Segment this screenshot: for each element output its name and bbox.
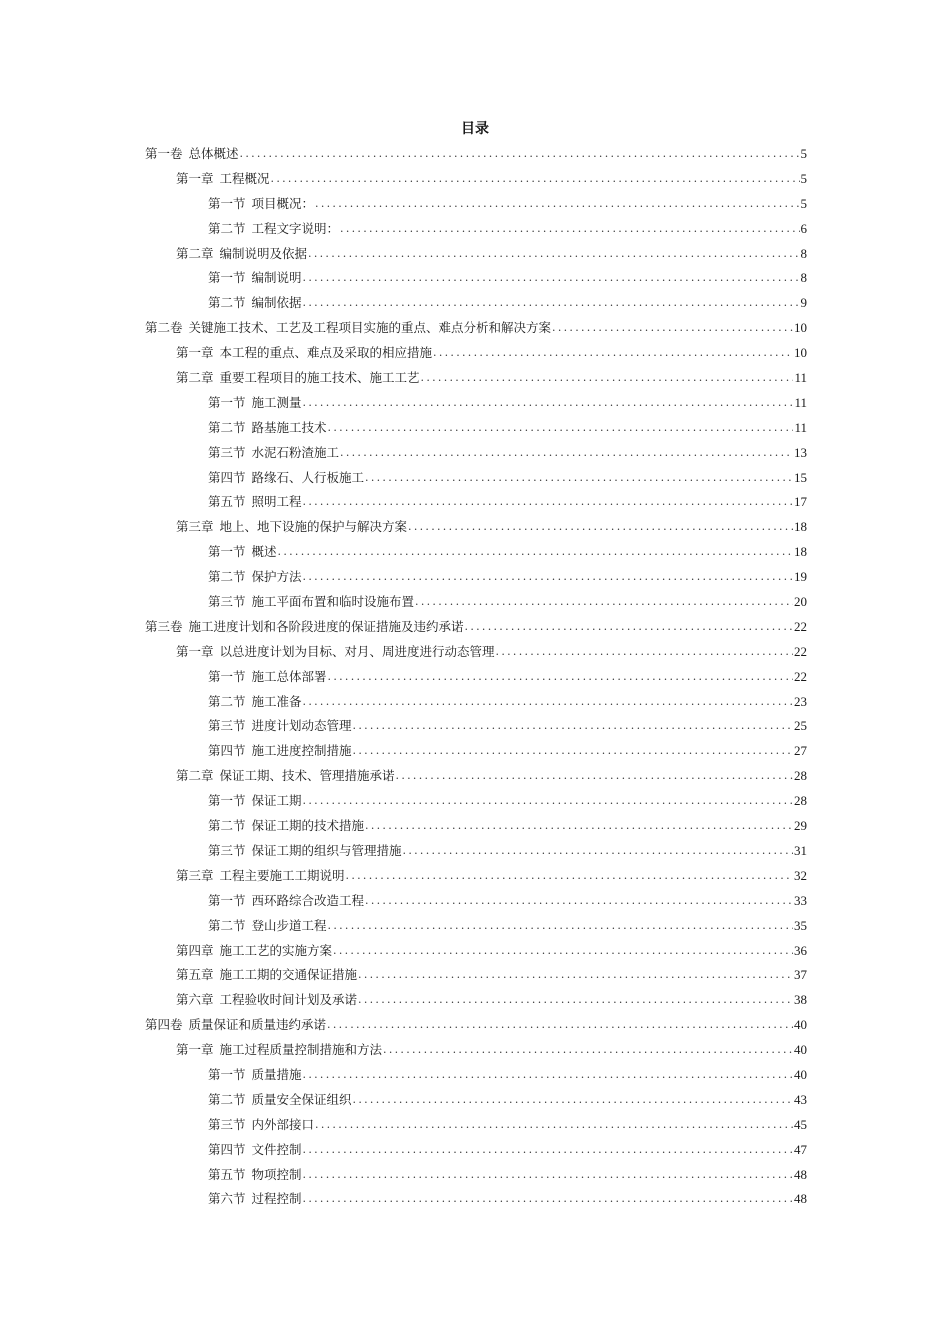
toc-entry-number: 第六章 [176, 992, 214, 1008]
toc-entry-label [208, 914, 327, 939]
toc-entry-label [208, 1088, 352, 1113]
toc-entry-section[interactable] [145, 814, 807, 839]
toc-entry-label [208, 266, 302, 291]
toc-entry-section[interactable] [145, 714, 807, 739]
toc-entry-number: 第四节 [208, 1141, 246, 1157]
toc-page-number: 9 [800, 295, 807, 311]
dot-leader [303, 1063, 793, 1088]
toc-page-number: 37 [794, 967, 807, 983]
toc-entry-chapter[interactable] [145, 167, 807, 192]
toc-entry-number: 第一章 [176, 170, 214, 186]
toc-entry-section[interactable] [145, 192, 807, 217]
toc-entry-number: 第二节 [208, 419, 246, 435]
toc-page-number: 5 [800, 195, 807, 211]
dot-leader [240, 142, 800, 167]
toc-page-number: 8 [800, 270, 807, 286]
toc-entry-number: 第一节 [208, 1066, 246, 1082]
dot-leader [365, 814, 793, 839]
toc-page-number: 5 [800, 146, 807, 161]
toc-entry-text: 西环路综合改造工程 [251, 892, 365, 908]
toc-entry-text: 以总进度计划为目标、对月、周进度进行动态管理 [219, 643, 495, 659]
toc-entry-section[interactable] [145, 217, 807, 242]
toc-page-number: 32 [794, 867, 807, 883]
toc-entry-section[interactable] [145, 1187, 807, 1212]
toc-page-number: 22 [794, 668, 807, 684]
toc-entry-section[interactable] [145, 665, 807, 690]
toc-entry-section[interactable] [145, 266, 807, 291]
toc-page-number: 8 [800, 245, 807, 261]
toc-entry-number: 第四节 [208, 469, 246, 485]
toc-entry-text: 概述 [251, 544, 277, 560]
toc-entry-number: 第二节 [208, 220, 246, 236]
dot-leader [303, 490, 793, 515]
toc-entry-label [176, 341, 432, 366]
toc-entry-number: 第一节 [208, 394, 246, 410]
toc-entry-text: 文件控制 [251, 1141, 302, 1157]
toc-entry-label [208, 391, 302, 416]
toc-entry-number: 第一节 [208, 668, 246, 684]
toc-page-number: 10 [794, 320, 807, 336]
dot-leader [433, 341, 793, 366]
toc-page-number: 10 [794, 345, 807, 361]
toc-entry-chapter[interactable] [145, 341, 807, 366]
toc-page-number: 31 [794, 842, 807, 858]
toc-entry-label [208, 1138, 302, 1163]
toc-page-number: 43 [794, 1091, 807, 1107]
toc-entry-text: 施工进度计划和各阶段进度的保证措施及违约承诺 [188, 618, 464, 634]
toc-entry-chapter[interactable] [145, 242, 807, 267]
toc-entry-section[interactable] [145, 441, 807, 466]
toc-page-number: 48 [794, 1166, 807, 1182]
toc-entry-label [176, 864, 345, 889]
toc-entry-text: 编制依据 [251, 295, 302, 311]
toc-entry-text: 本工程的重点、难点及采取的相应措施 [219, 345, 433, 361]
toc-entry-text: 保证工期的组织与管理措施 [251, 842, 402, 858]
dot-leader [396, 764, 793, 789]
dot-leader [327, 1013, 793, 1038]
toc-page-number: 27 [794, 743, 807, 759]
toc-entry-label [176, 963, 357, 988]
dot-leader [303, 1163, 793, 1188]
toc-entry-number: 第三章 [176, 519, 214, 535]
toc-entry-chapter[interactable] [145, 1038, 807, 1063]
toc-entry-text: 质量措施 [251, 1066, 302, 1082]
toc-page-number: 11 [794, 394, 807, 410]
toc-page-number: 29 [794, 818, 807, 834]
dot-leader [552, 316, 793, 341]
toc-entry-section[interactable] [145, 565, 807, 590]
toc-entry-number: 第二节 [208, 1091, 246, 1107]
toc-entry-label [208, 490, 302, 515]
dot-leader [303, 291, 800, 316]
dot-leader [346, 864, 793, 889]
toc-entry-label [208, 889, 364, 914]
toc-entry-label [208, 814, 364, 839]
toc-entry-label [208, 1163, 302, 1188]
toc-entry-number: 第一节 [208, 195, 246, 211]
toc-entry-chapter[interactable] [145, 864, 807, 889]
toc-entry-label [208, 739, 352, 764]
toc-page-number: 15 [794, 469, 807, 485]
toc-page-number: 36 [794, 942, 807, 958]
toc-entry-section[interactable] [145, 1138, 807, 1163]
toc-entry-label [176, 242, 307, 267]
toc-page-number: 20 [794, 594, 807, 610]
toc-entry-number: 第二节 [208, 917, 246, 933]
toc-entry-section[interactable] [145, 540, 807, 565]
toc-entry-number: 第一章 [176, 643, 214, 659]
toc-entry-text: 保护方法 [251, 569, 302, 585]
toc-entry-text: 工程验收时间计划及承诺 [219, 992, 358, 1008]
toc-entry-text: 工程主要施工工期说明 [219, 867, 345, 883]
toc-entry-label [176, 366, 420, 391]
toc-page-number: 25 [794, 718, 807, 734]
toc-entry-section[interactable] [145, 1163, 807, 1188]
toc-entry-label [208, 192, 314, 217]
toc-page-number: 40 [794, 1066, 807, 1082]
toc-entry-chapter[interactable] [145, 366, 807, 391]
toc-entry-section[interactable] [145, 1088, 807, 1113]
toc-entry-label [208, 416, 327, 441]
dot-leader [303, 1138, 793, 1163]
toc-entry-number: 第三卷 [145, 618, 183, 634]
toc-entry-text: 路缘石、人行板施工 [251, 469, 365, 485]
toc-entry-section[interactable] [145, 590, 807, 615]
toc-page-number: 45 [794, 1116, 807, 1132]
toc-entry-text: 工程文字说明： [251, 220, 340, 236]
toc-entry-number: 第六节 [208, 1191, 246, 1207]
toc-page-number: 47 [794, 1141, 807, 1157]
toc-entry-number: 第三章 [176, 867, 214, 883]
dot-leader [340, 217, 799, 242]
toc-entry-text: 施工准备 [251, 693, 302, 709]
dot-leader [353, 739, 793, 764]
toc-entry-section[interactable] [145, 1063, 807, 1088]
toc-page-number: 38 [794, 992, 807, 1008]
toc-entry-number: 第四章 [176, 942, 214, 958]
dot-leader [278, 540, 793, 565]
toc-entry-section[interactable] [145, 291, 807, 316]
toc-entry-label [176, 167, 270, 192]
toc-entry-label [208, 690, 302, 715]
toc-entry-text: 施工平面布置和临时设施布置 [251, 594, 415, 610]
dot-leader [365, 466, 793, 491]
dot-leader [365, 889, 793, 914]
table-of-contents [145, 142, 807, 1212]
toc-entry-number: 第三节 [208, 444, 246, 460]
toc-entry-text: 施工总体部署 [251, 668, 327, 684]
toc-page-number: 5 [800, 170, 807, 186]
toc-entry-section[interactable] [145, 490, 807, 515]
dot-leader [403, 839, 793, 864]
dot-leader [333, 939, 793, 964]
toc-entry-label [145, 142, 239, 167]
dot-leader [303, 789, 793, 814]
dot-leader [421, 366, 794, 391]
toc-entry-section[interactable] [145, 739, 807, 764]
dot-leader [303, 690, 793, 715]
toc-entry-text: 施工进度控制措施 [251, 743, 352, 759]
toc-entry-number: 第三节 [208, 842, 246, 858]
toc-entry-number: 第五节 [208, 1166, 246, 1182]
toc-page-number: 40 [794, 1017, 807, 1033]
toc-entry-text: 地上、地下设施的保护与解决方案 [219, 519, 408, 535]
toc-page-number: 48 [794, 1191, 807, 1207]
toc-entry-label [176, 939, 332, 964]
toc-entry-text: 路基施工技术 [251, 419, 327, 435]
toc-entry-chapter[interactable] [145, 764, 807, 789]
toc-entry-number: 第一节 [208, 892, 246, 908]
dot-leader [308, 242, 799, 267]
toc-page-number: 17 [794, 494, 807, 510]
dot-leader [315, 192, 799, 217]
dot-leader [303, 391, 794, 416]
dot-leader [465, 615, 793, 640]
dot-leader [328, 416, 794, 441]
toc-entry-text: 保证工期、技术、管理措施承诺 [219, 768, 395, 784]
toc-entry-text: 施工过程质量控制措施和方法 [219, 1042, 383, 1058]
toc-entry-number: 第二节 [208, 569, 246, 585]
toc-entry-number: 第一节 [208, 793, 246, 809]
toc-entry-text: 保证工期的技术措施 [251, 818, 365, 834]
toc-entry-number: 第一章 [176, 345, 214, 361]
toc-entry-label [208, 789, 302, 814]
toc-entry-label [208, 1063, 302, 1088]
toc-page-number: 13 [794, 444, 807, 460]
toc-entry-label [176, 640, 495, 665]
toc-entry-number: 第二节 [208, 693, 246, 709]
toc-entry-text: 物项控制 [251, 1166, 302, 1182]
toc-entry-chapter[interactable] [145, 515, 807, 540]
toc-entry-text: 重要工程项目的施工技术、施工工艺 [219, 370, 420, 386]
toc-entry-text: 照明工程 [251, 494, 302, 510]
toc-entry-number: 第一卷 [145, 146, 183, 161]
toc-entry-text: 质量保证和质量违约承诺 [188, 1017, 327, 1033]
toc-entry-text: 过程控制 [251, 1191, 302, 1207]
toc-entry-section[interactable] [145, 416, 807, 441]
toc-entry-number: 第四节 [208, 743, 246, 759]
toc-entry-label [208, 291, 302, 316]
toc-entry-section[interactable] [145, 690, 807, 715]
toc-entry-chapter[interactable] [145, 963, 807, 988]
toc-entry-number: 第二章 [176, 370, 214, 386]
dot-leader [496, 640, 793, 665]
toc-entry-number: 第五章 [176, 967, 214, 983]
toc-entry-section[interactable] [145, 889, 807, 914]
toc-entry-number: 第一节 [208, 544, 246, 560]
toc-entry-chapter[interactable] [145, 939, 807, 964]
toc-entry-number: 第二节 [208, 818, 246, 834]
dot-leader [340, 441, 793, 466]
toc-entry-text: 项目概况： [251, 195, 315, 211]
toc-entry-number: 第二卷 [145, 320, 183, 336]
dot-leader [358, 963, 793, 988]
toc-page-number: 19 [794, 569, 807, 585]
toc-entry-label [208, 714, 352, 739]
toc-entry-number: 第三节 [208, 594, 246, 610]
toc-entry-label [208, 441, 339, 466]
toc-entry-text: 编制说明及依据 [219, 245, 308, 261]
toc-entry-label [176, 764, 395, 789]
toc-entry-label [208, 540, 277, 565]
dot-leader [408, 515, 793, 540]
toc-entry-text: 登山步道工程 [251, 917, 327, 933]
toc-entry-label [176, 515, 407, 540]
toc-page-number: 23 [794, 693, 807, 709]
toc-entry-number: 第二节 [208, 295, 246, 311]
toc-entry-number: 第一节 [208, 270, 246, 286]
dot-leader [303, 1187, 793, 1212]
toc-entry-label [176, 1038, 382, 1063]
toc-entry-chapter[interactable] [145, 640, 807, 665]
toc-page-number: 6 [800, 220, 807, 236]
toc-page-number: 22 [794, 618, 807, 634]
toc-entry-volume[interactable] [145, 615, 807, 640]
toc-entry-label [208, 590, 414, 615]
toc-entry-text: 编制说明 [251, 270, 302, 286]
toc-entry-text: 施工工期的交通保证措施 [219, 967, 358, 983]
dot-leader [271, 167, 800, 192]
toc-entry-number: 第一章 [176, 1042, 214, 1058]
toc-entry-text: 施工测量 [251, 394, 302, 410]
toc-entry-section[interactable] [145, 839, 807, 864]
toc-entry-text: 质量安全保证组织 [251, 1091, 352, 1107]
toc-entry-label [208, 466, 364, 491]
toc-entry-volume[interactable] [145, 142, 807, 167]
toc-entry-text: 施工工艺的实施方案 [219, 942, 333, 958]
toc-entry-section[interactable] [145, 466, 807, 491]
dot-leader [415, 590, 793, 615]
toc-entry-text: 保证工期 [251, 793, 302, 809]
toc-entry-section[interactable] [145, 914, 807, 939]
toc-entry-number: 第五节 [208, 494, 246, 510]
dot-leader [303, 565, 793, 590]
toc-entry-number: 第三节 [208, 1116, 246, 1132]
toc-entry-volume[interactable] [145, 1013, 807, 1038]
toc-entry-label [145, 1013, 326, 1038]
toc-page-number: 28 [794, 793, 807, 809]
toc-entry-text: 内外部接口 [251, 1116, 315, 1132]
toc-entry-text: 工程概况 [219, 170, 270, 186]
toc-title: 目录 [461, 121, 489, 137]
toc-page-number: 35 [794, 917, 807, 933]
dot-leader [353, 714, 793, 739]
toc-entry-label [176, 988, 357, 1013]
toc-entry-text: 关键施工技术、工艺及工程项目实施的重点、难点分析和解决方案 [188, 320, 552, 336]
toc-page-number: 18 [794, 519, 807, 535]
dot-leader [315, 1113, 793, 1138]
toc-entry-label [208, 665, 327, 690]
toc-entry-section[interactable] [145, 789, 807, 814]
toc-entry-section[interactable] [145, 391, 807, 416]
toc-entry-label [208, 1113, 314, 1138]
toc-entry-number: 第四卷 [145, 1017, 183, 1033]
toc-entry-text: 总体概述 [188, 146, 239, 161]
toc-page-number: 11 [794, 370, 807, 386]
dot-leader [383, 1038, 793, 1063]
dot-leader [328, 914, 793, 939]
toc-page-number: 40 [794, 1042, 807, 1058]
dot-leader [353, 1088, 793, 1113]
toc-entry-label [208, 1187, 302, 1212]
toc-entry-chapter[interactable] [145, 988, 807, 1013]
toc-entry-section[interactable] [145, 1113, 807, 1138]
dot-leader [328, 665, 793, 690]
toc-entry-label [145, 316, 551, 341]
toc-entry-number: 第三节 [208, 718, 246, 734]
toc-entry-text: 水泥石粉渣施工 [251, 444, 340, 460]
toc-page-number: 11 [794, 419, 807, 435]
toc-entry-label [208, 839, 402, 864]
toc-page-number: 33 [794, 892, 807, 908]
toc-page-number: 22 [794, 643, 807, 659]
dot-leader [358, 988, 793, 1013]
toc-entry-label [208, 565, 302, 590]
toc-entry-label [145, 615, 464, 640]
toc-entry-number: 第二章 [176, 245, 214, 261]
toc-entry-volume[interactable] [145, 316, 807, 341]
toc-entry-number: 第二章 [176, 768, 214, 784]
toc-page-number: 18 [794, 544, 807, 560]
toc-entry-label [208, 217, 339, 242]
toc-page-number: 28 [794, 768, 807, 784]
dot-leader [303, 266, 800, 291]
toc-entry-text: 进度计划动态管理 [251, 718, 352, 734]
